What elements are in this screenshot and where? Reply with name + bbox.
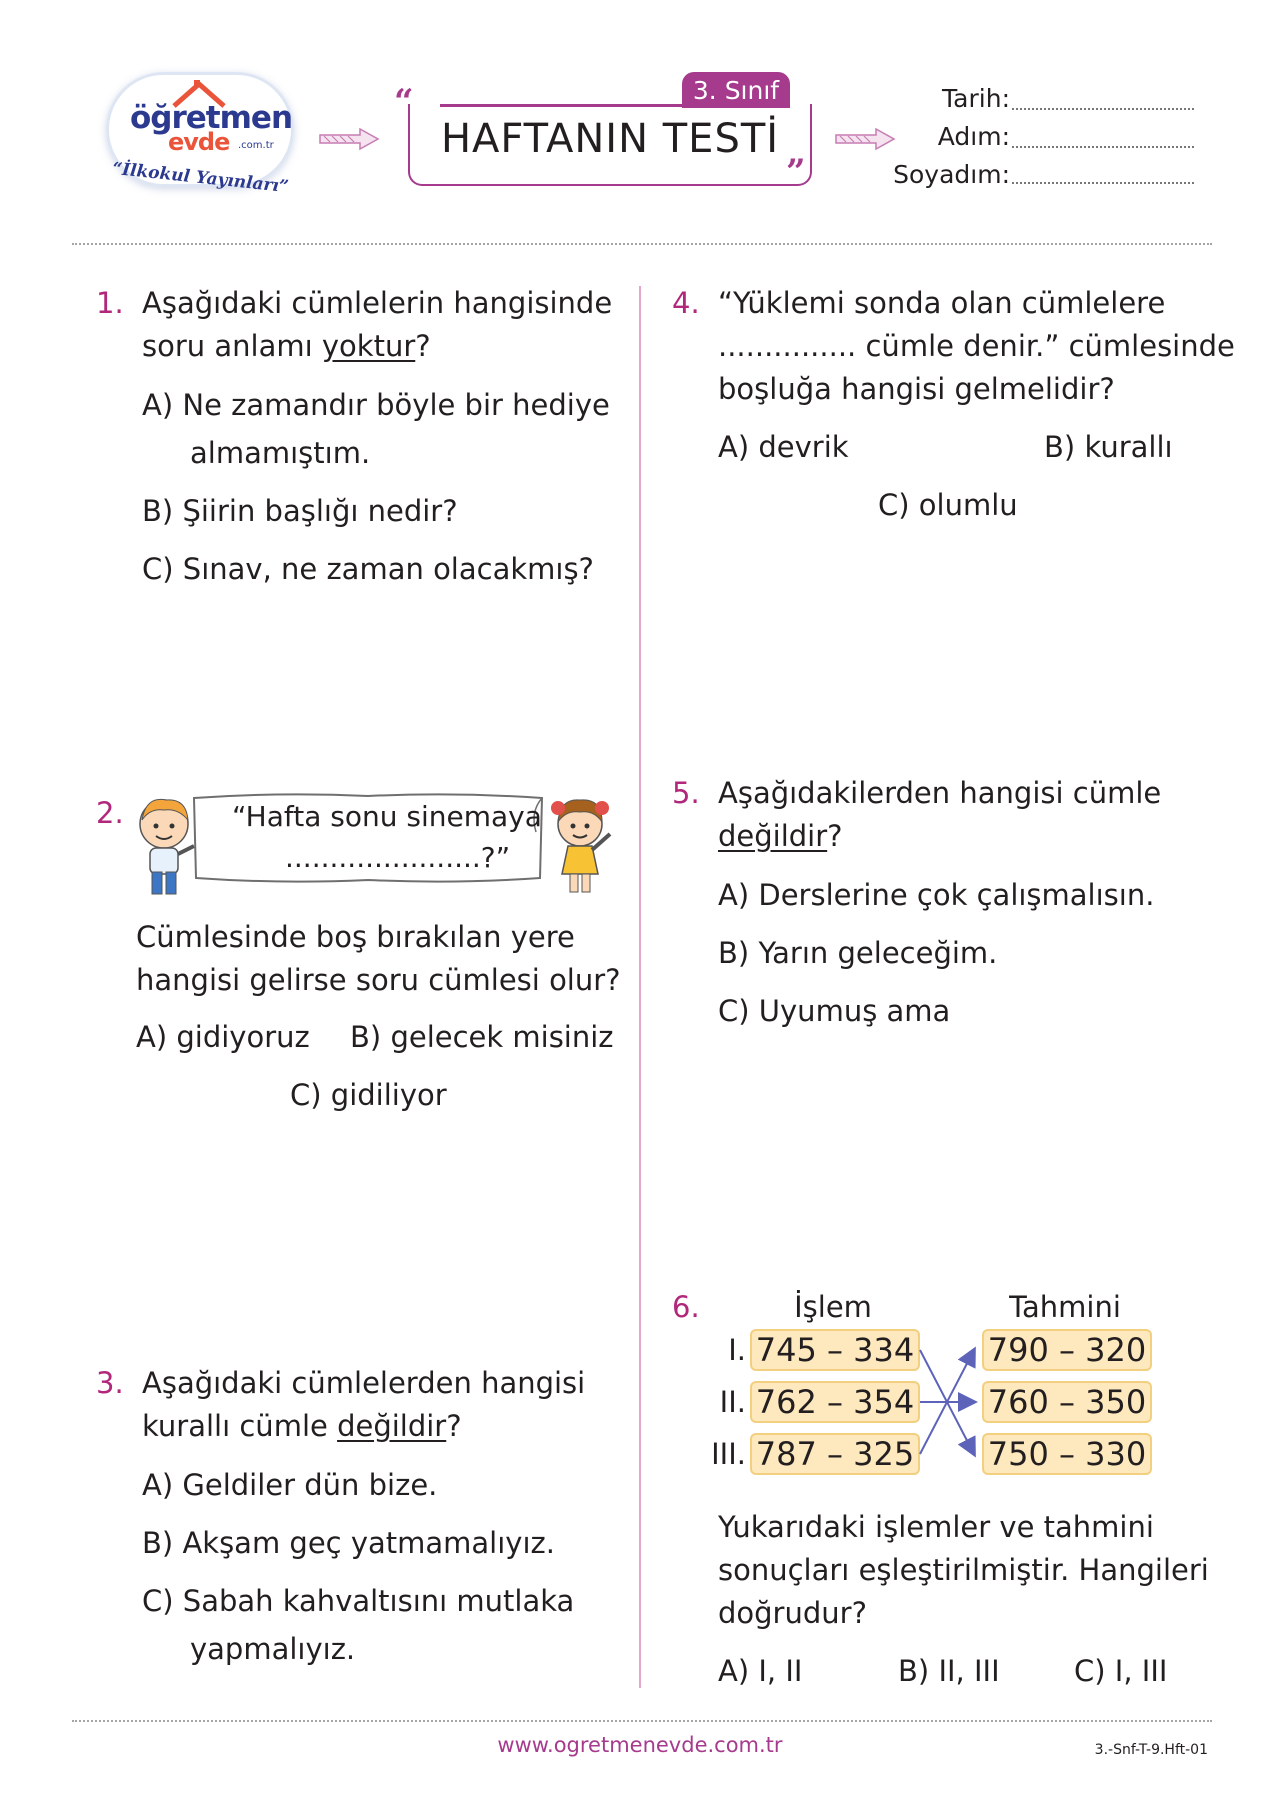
stem-line: hangisi gelirse soru cümlesi olur?	[136, 963, 621, 997]
page-title: HAFTANIN TESTİ	[440, 116, 780, 162]
name-field[interactable]	[1012, 146, 1194, 148]
option-b[interactable]	[898, 1650, 1000, 1693]
operation-box: 787 – 325	[750, 1433, 920, 1475]
title-quote-open: “	[394, 82, 414, 122]
option-letter: A)	[718, 430, 750, 464]
option-c[interactable]	[718, 990, 950, 1033]
option-text: Sabah kahvaltısını mutlaka	[182, 1584, 575, 1618]
option-c-continued: yapmalıyız.	[190, 1632, 356, 1666]
option-letter: C)	[142, 552, 174, 586]
arrow-right-icon	[318, 127, 380, 151]
question-number: 1.	[96, 286, 124, 320]
stem-line: sonuçları eşleştirilmiştir. Hangileri	[718, 1553, 1209, 1587]
stem-line: kurallı cümle	[142, 1409, 338, 1443]
option-a[interactable]	[142, 384, 610, 427]
option-letter: A)	[718, 1654, 750, 1688]
column-header-operation: İşlem	[794, 1290, 872, 1324]
option-c[interactable]	[878, 484, 1018, 527]
option-letter: A)	[718, 878, 750, 912]
header-divider	[72, 243, 1212, 245]
row-roman: I.	[728, 1333, 746, 1367]
option-b[interactable]	[350, 1016, 614, 1059]
grade-badge: 3. Sınıf	[682, 72, 790, 108]
banner-line: “Hafta sonu sinemaya	[232, 800, 542, 833]
option-c[interactable]	[290, 1074, 447, 1117]
footer-url[interactable]: www.ogretmenevde.com.tr	[497, 1733, 783, 1757]
option-a[interactable]	[718, 1650, 802, 1693]
question-stem	[718, 282, 1235, 411]
stem-underlined: değildir	[718, 819, 828, 853]
option-text: Şiirin başlığı nedir?	[182, 494, 458, 528]
option-text: Ne zamandır böyle bir hediye	[182, 388, 610, 422]
footer-divider	[72, 1720, 1212, 1722]
option-text: Yarın geleceğim.	[758, 936, 998, 970]
stem-line: Cümlesinde boş bırakılan yere	[136, 920, 575, 954]
option-a[interactable]	[718, 426, 849, 469]
option-c[interactable]	[1074, 1650, 1167, 1693]
option-letter: A)	[136, 1020, 168, 1054]
stem-end: ?	[446, 1409, 462, 1443]
row-roman: II.	[719, 1385, 746, 1419]
arrow-right-icon	[834, 127, 896, 151]
stem-line: ............... cümle denir.” cümlesinde	[718, 329, 1235, 363]
option-letter: B)	[718, 936, 750, 970]
question-2-number: 2.	[96, 796, 124, 830]
logo-slogan: “İlkokul Yayınları”	[111, 158, 290, 198]
stem-line: doğrudur?	[718, 1596, 867, 1630]
option-text: devrik	[758, 430, 849, 464]
publisher-logo	[100, 60, 300, 210]
stem-line: “Yüklemi sonda olan cümlelere	[718, 286, 1166, 320]
question-6-stem	[718, 1506, 1209, 1635]
option-letter: B)	[142, 494, 174, 528]
operation-box: 745 – 334	[750, 1329, 920, 1371]
stem-line: boşluğa hangisi gelmelidir?	[718, 372, 1115, 406]
option-b[interactable]	[142, 1522, 555, 1565]
stem-line: Aşağıdaki cümlelerin hangisinde	[142, 286, 613, 320]
question-2-stem	[136, 916, 621, 1002]
option-letter: A)	[142, 1468, 174, 1502]
date-label: Tarih:	[942, 84, 1010, 113]
option-text: I, III	[1114, 1654, 1168, 1688]
option-a[interactable]	[136, 1016, 310, 1059]
option-letter: A)	[142, 388, 174, 422]
question-stem	[718, 772, 1161, 858]
option-b[interactable]	[718, 932, 997, 975]
option-text: I, II	[758, 1654, 803, 1688]
surname-label: Soyadım:	[893, 160, 1010, 189]
option-text: Uyumuş ama	[758, 994, 951, 1028]
boy-character-icon	[134, 790, 198, 900]
option-text: II, III	[938, 1654, 1000, 1688]
option-letter: C)	[1074, 1654, 1106, 1688]
option-text: olumlu	[918, 488, 1018, 522]
logo-word-domain: .com.tr	[238, 140, 274, 151]
stem-end: ?	[827, 819, 843, 853]
option-text: kurallı	[1084, 430, 1173, 464]
stem-line: Yukarıdaki işlemler ve tahmini	[718, 1510, 1154, 1544]
option-letter: C)	[290, 1078, 322, 1112]
option-text: gidiliyor	[330, 1078, 447, 1112]
option-a-continued: almamıştım.	[190, 436, 371, 470]
option-text: gelecek misiniz	[390, 1020, 614, 1054]
question-6-number: 6.	[672, 1290, 700, 1324]
stem-line: Aşağıdaki cümlelerden hangisi	[142, 1366, 586, 1400]
estimate-box: 760 – 350	[982, 1381, 1152, 1423]
stem-underlined: yoktur	[321, 329, 416, 363]
column-divider	[639, 286, 641, 1688]
option-text: Akşam geç yatmamalıyız.	[182, 1526, 555, 1560]
option-letter: C)	[878, 488, 910, 522]
stem-line: Aşağıdakilerden hangisi cümle	[718, 776, 1162, 810]
option-letter: C)	[718, 994, 750, 1028]
option-text: gidiyoruz	[176, 1020, 310, 1054]
option-text: Geldiler dün bize.	[182, 1468, 438, 1502]
option-a[interactable]	[718, 874, 1154, 917]
column-header-estimate: Tahmini	[1009, 1290, 1121, 1324]
girl-character-icon	[548, 790, 616, 900]
stem-end: ?	[415, 329, 431, 363]
stem-underlined: değildir	[337, 1409, 447, 1443]
option-letter: B)	[898, 1654, 930, 1688]
option-b[interactable]	[1044, 426, 1173, 469]
option-a[interactable]	[142, 1464, 437, 1507]
option-text: Derslerine çok çalışmalısın.	[758, 878, 1155, 912]
estimate-box: 750 – 330	[982, 1433, 1152, 1475]
option-letter: B)	[142, 1526, 174, 1560]
question-number: 4.	[672, 286, 700, 320]
question-stem	[142, 282, 612, 368]
logo-word-evde: evde	[168, 128, 230, 156]
option-letter: B)	[350, 1020, 382, 1054]
surname-field[interactable]	[1012, 182, 1194, 184]
question-number: 3.	[96, 1366, 124, 1400]
estimate-box: 790 – 320	[982, 1329, 1152, 1371]
matching-arrows	[918, 1340, 982, 1470]
option-c[interactable]	[142, 548, 594, 591]
logo-word-ogretmen: öğretmen	[130, 100, 293, 136]
option-letter: B)	[1044, 430, 1076, 464]
option-c[interactable]	[142, 1580, 574, 1623]
banner-line: ......................?”	[285, 841, 511, 874]
date-field[interactable]	[1012, 108, 1194, 110]
option-letter: C)	[142, 1584, 174, 1618]
question-stem	[142, 1362, 585, 1448]
name-label: Adım:	[937, 122, 1010, 151]
title-quote-close: ”	[786, 152, 806, 192]
question-number: 5.	[672, 776, 700, 810]
option-text: Sınav, ne zaman olacakmış?	[182, 552, 594, 586]
stem-line: soru anlamı	[142, 329, 322, 363]
option-b[interactable]	[142, 490, 458, 533]
footer-code: 3.-Snf-T-9.Hft-01	[1094, 1742, 1208, 1758]
operation-box: 762 – 354	[750, 1381, 920, 1423]
row-roman: III.	[711, 1437, 746, 1471]
